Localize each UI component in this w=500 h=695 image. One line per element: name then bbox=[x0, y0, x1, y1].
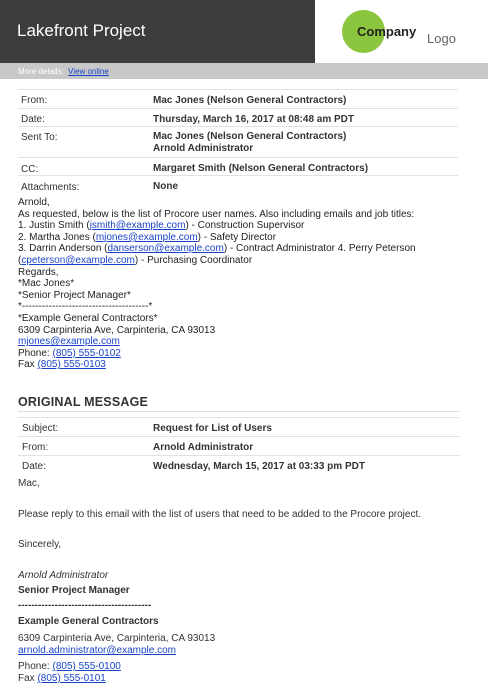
orig-signature-email-line bbox=[18, 645, 176, 656]
sent-to-value-1: Mac Jones (Nelson General Contractors) bbox=[153, 131, 347, 142]
fax-link[interactable]: (805) 555-0103 bbox=[37, 359, 106, 371]
user-line-2-suffix: ) - Safety Director bbox=[197, 231, 277, 243]
cc-value: Margaret Smith (Nelson General Contractors) bbox=[153, 163, 369, 174]
signature-fax-line bbox=[18, 359, 478, 371]
orig-subject-value: Request for List of Users bbox=[153, 423, 272, 434]
orig-body-text: Please reply to this email with the list of users that need to be added to the Procore project. bbox=[18, 509, 422, 520]
signature-email-line bbox=[18, 336, 478, 348]
greeting: Arnold, bbox=[18, 197, 50, 208]
user-line-3-suffix: ) - Contract Administrator 4. Perry Peterson bbox=[223, 243, 416, 255]
orig-from-label: From: bbox=[22, 442, 49, 453]
orig-signature-address: 6309 Carpinteria Ave, Carpinteria, CA 93013 bbox=[18, 633, 216, 644]
orig-signature-rule: ---------------------------------------- bbox=[18, 600, 152, 611]
orig-signature-email-link[interactable]: arnold.administrator@example.com bbox=[18, 645, 176, 656]
orig-date-label: Date: bbox=[22, 461, 46, 472]
orig-signature-company: Example General Contractors bbox=[18, 616, 159, 627]
user-line-1-suffix: ) - Construction Supervisor bbox=[185, 220, 305, 232]
original-message-heading: ORIGINAL MESSAGE bbox=[18, 395, 149, 409]
phone-label: Phone: bbox=[18, 347, 53, 359]
user-line-2 bbox=[18, 232, 478, 244]
header-title-block bbox=[0, 0, 315, 63]
orig-subject-label: Subject: bbox=[22, 423, 59, 434]
intro-text: As requested, below is the list of Procore user names. Also including emails and job titles: bbox=[18, 208, 415, 220]
email-header bbox=[0, 0, 488, 63]
logo-word-text: Logo bbox=[427, 31, 456, 46]
user-line-1-prefix: 1. Justin Smith ( bbox=[18, 220, 90, 232]
original-heading-divider bbox=[18, 411, 460, 412]
orig-signature-title: Senior Project Manager bbox=[18, 585, 130, 596]
user-line-1 bbox=[18, 220, 478, 232]
signature-rule: *--------------------------------------* bbox=[18, 301, 153, 313]
orig-from-value: Arnold Administrator bbox=[153, 442, 254, 453]
orig-fax-line bbox=[18, 673, 106, 684]
message-body bbox=[18, 197, 478, 371]
fax-label: Fax bbox=[18, 359, 38, 371]
orig-fax-label: Fax bbox=[18, 673, 38, 684]
signature-address: 6309 Carpinteria Ave, Carpinteria, CA 93013 bbox=[18, 324, 216, 336]
phone-link[interactable]: (805) 555-0102 bbox=[52, 347, 121, 359]
sent-to-row bbox=[18, 126, 458, 156]
attachments-row bbox=[18, 175, 458, 195]
email-link-jsmith[interactable]: jsmith@example.com bbox=[89, 220, 186, 232]
orig-phone-line bbox=[18, 661, 121, 672]
date-value: Thursday, March 16, 2017 at 08:48 am PDT bbox=[153, 114, 355, 125]
attachments-label: Attachments: bbox=[21, 182, 80, 193]
user-line-2-prefix: 2. Martha Jones ( bbox=[18, 231, 96, 243]
signature-phone-line bbox=[18, 348, 478, 360]
project-title: Lakefront Project bbox=[17, 21, 146, 40]
regards: Regards, bbox=[18, 266, 59, 278]
orig-signature-name: Arnold Administrator bbox=[18, 570, 109, 581]
email-link-mjones[interactable]: mjones@example.com bbox=[95, 231, 198, 243]
details-label: More details: bbox=[18, 67, 64, 76]
sent-to-label: Sent To: bbox=[21, 132, 58, 143]
user-line-4-prefix: ( bbox=[18, 254, 22, 266]
user-line-3-prefix: 3. Darrin Anderson ( bbox=[18, 243, 108, 255]
view-online-link[interactable]: View online bbox=[68, 67, 109, 76]
from-value: Mac Jones (Nelson General Contractors) bbox=[153, 95, 347, 106]
orig-date-value: Wednesday, March 15, 2017 at 03:33 pm PDT bbox=[153, 461, 365, 472]
orig-phone-label: Phone: bbox=[18, 661, 53, 672]
date-label: Date: bbox=[21, 114, 45, 125]
signature-company: *Example General Contractors* bbox=[18, 312, 158, 324]
sent-to-value-2: Arnold Administrator bbox=[153, 143, 254, 154]
details-bar bbox=[0, 63, 488, 79]
cc-label: CC: bbox=[21, 164, 39, 175]
attachments-value: None bbox=[153, 181, 178, 192]
email-link-danserson[interactable]: danserson@example.com bbox=[107, 243, 224, 255]
from-row bbox=[18, 89, 458, 107]
signature-name: *Mac Jones* bbox=[18, 278, 75, 290]
orig-fax-link[interactable]: (805) 555-0101 bbox=[37, 673, 106, 684]
orig-greeting: Mac, bbox=[18, 478, 40, 489]
user-line-3 bbox=[18, 243, 478, 255]
orig-closing: Sincerely, bbox=[18, 539, 62, 550]
orig-date-row bbox=[18, 455, 460, 474]
signature-email-link[interactable]: mjones@example.com bbox=[18, 336, 120, 348]
date-row bbox=[18, 108, 458, 126]
email-link-cpeterson[interactable]: cpeterson@example.com bbox=[21, 254, 135, 266]
user-line-4 bbox=[18, 255, 478, 267]
orig-subject-row bbox=[18, 417, 460, 436]
logo-company-text: Company bbox=[357, 24, 417, 39]
user-line-4-suffix: ) - Purchasing Coordinator bbox=[134, 254, 253, 266]
company-logo bbox=[342, 10, 472, 54]
from-label: From: bbox=[21, 95, 48, 106]
orig-from-row bbox=[18, 436, 460, 455]
signature-title: *Senior Project Manager* bbox=[18, 289, 131, 301]
orig-phone-link[interactable]: (805) 555-0100 bbox=[52, 661, 121, 672]
